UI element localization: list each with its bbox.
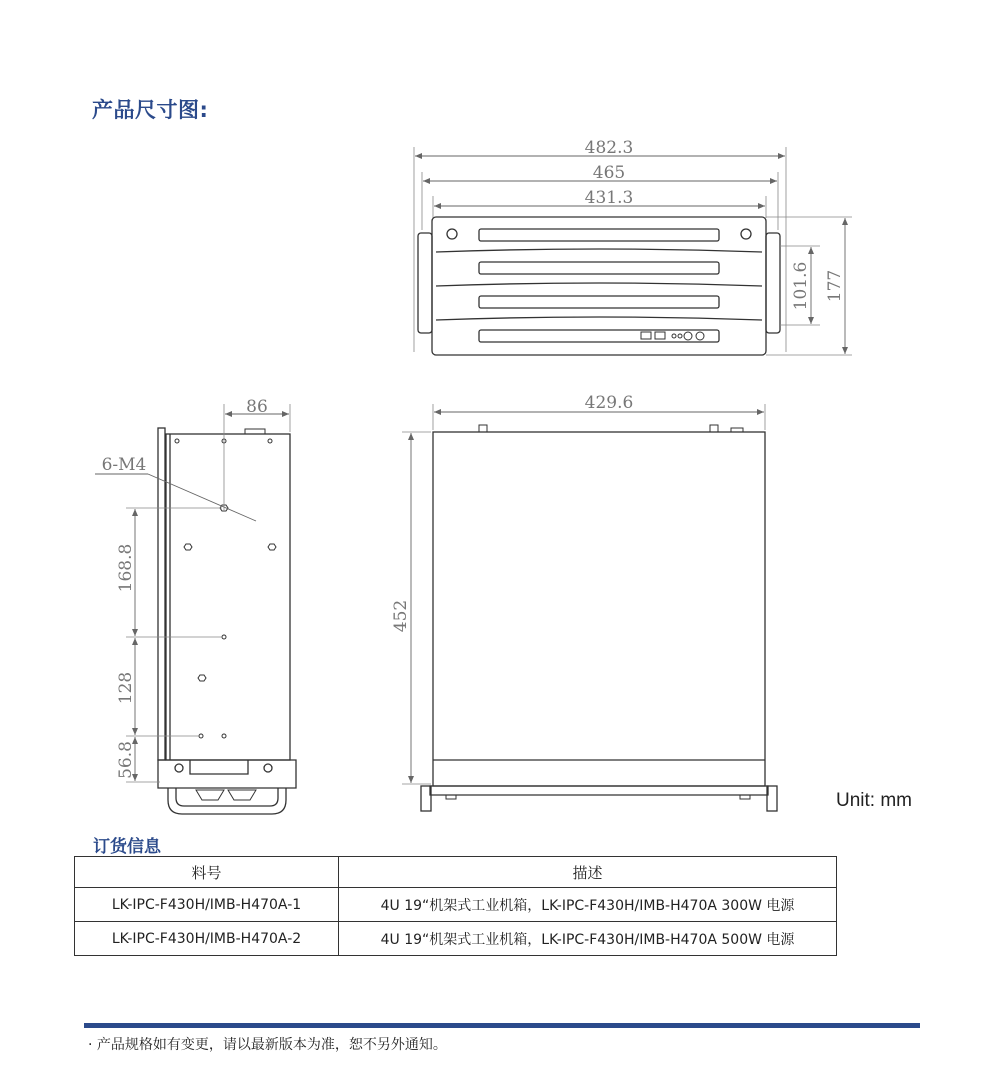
dim-452: 452 — [391, 599, 411, 633]
description-cell: 4U 19“机架式工业机箱，LK-IPC-F430H/IMB-H470A 500W 电源 — [339, 922, 837, 956]
dim-431: 431.3 — [584, 188, 634, 208]
description-cell: 4U 19“机架式工业机箱，LK-IPC-F430H/IMB-H470A 300W 电源 — [339, 888, 837, 922]
footer-note: · 产品规格如有变更，请以最新版本为准，恕不另外通知。 — [88, 1037, 447, 1053]
header-description: 描述 — [339, 857, 837, 888]
screw-label: 6-M4 — [101, 455, 147, 475]
dim-56: 56.8 — [116, 741, 136, 779]
order-info-title: 订货信息 — [93, 837, 161, 857]
table-row — [75, 922, 837, 956]
dim-86: 86 — [246, 397, 268, 417]
top-view — [402, 404, 777, 811]
order-table — [74, 856, 837, 956]
dim-482: 482.3 — [584, 138, 634, 158]
table-header-row — [75, 857, 837, 888]
unit-label: Unit: mm — [836, 790, 912, 811]
part-number-cell: LK-IPC-F430H/IMB-H470A-1 — [75, 888, 339, 922]
section-title: 产品尺寸图: — [92, 98, 209, 122]
footer-divider — [84, 1023, 920, 1028]
header-part-number: 料号 — [75, 857, 339, 888]
dim-177: 177 — [825, 269, 845, 303]
dim-465: 465 — [592, 163, 626, 183]
table-row — [75, 888, 837, 922]
dim-429: 429.6 — [584, 393, 634, 413]
part-number-cell: LK-IPC-F430H/IMB-H470A-2 — [75, 922, 339, 956]
dim-168: 168.8 — [116, 543, 136, 593]
front-view — [414, 147, 852, 355]
dim-101: 101.6 — [791, 261, 811, 311]
dim-128: 128 — [116, 671, 136, 705]
